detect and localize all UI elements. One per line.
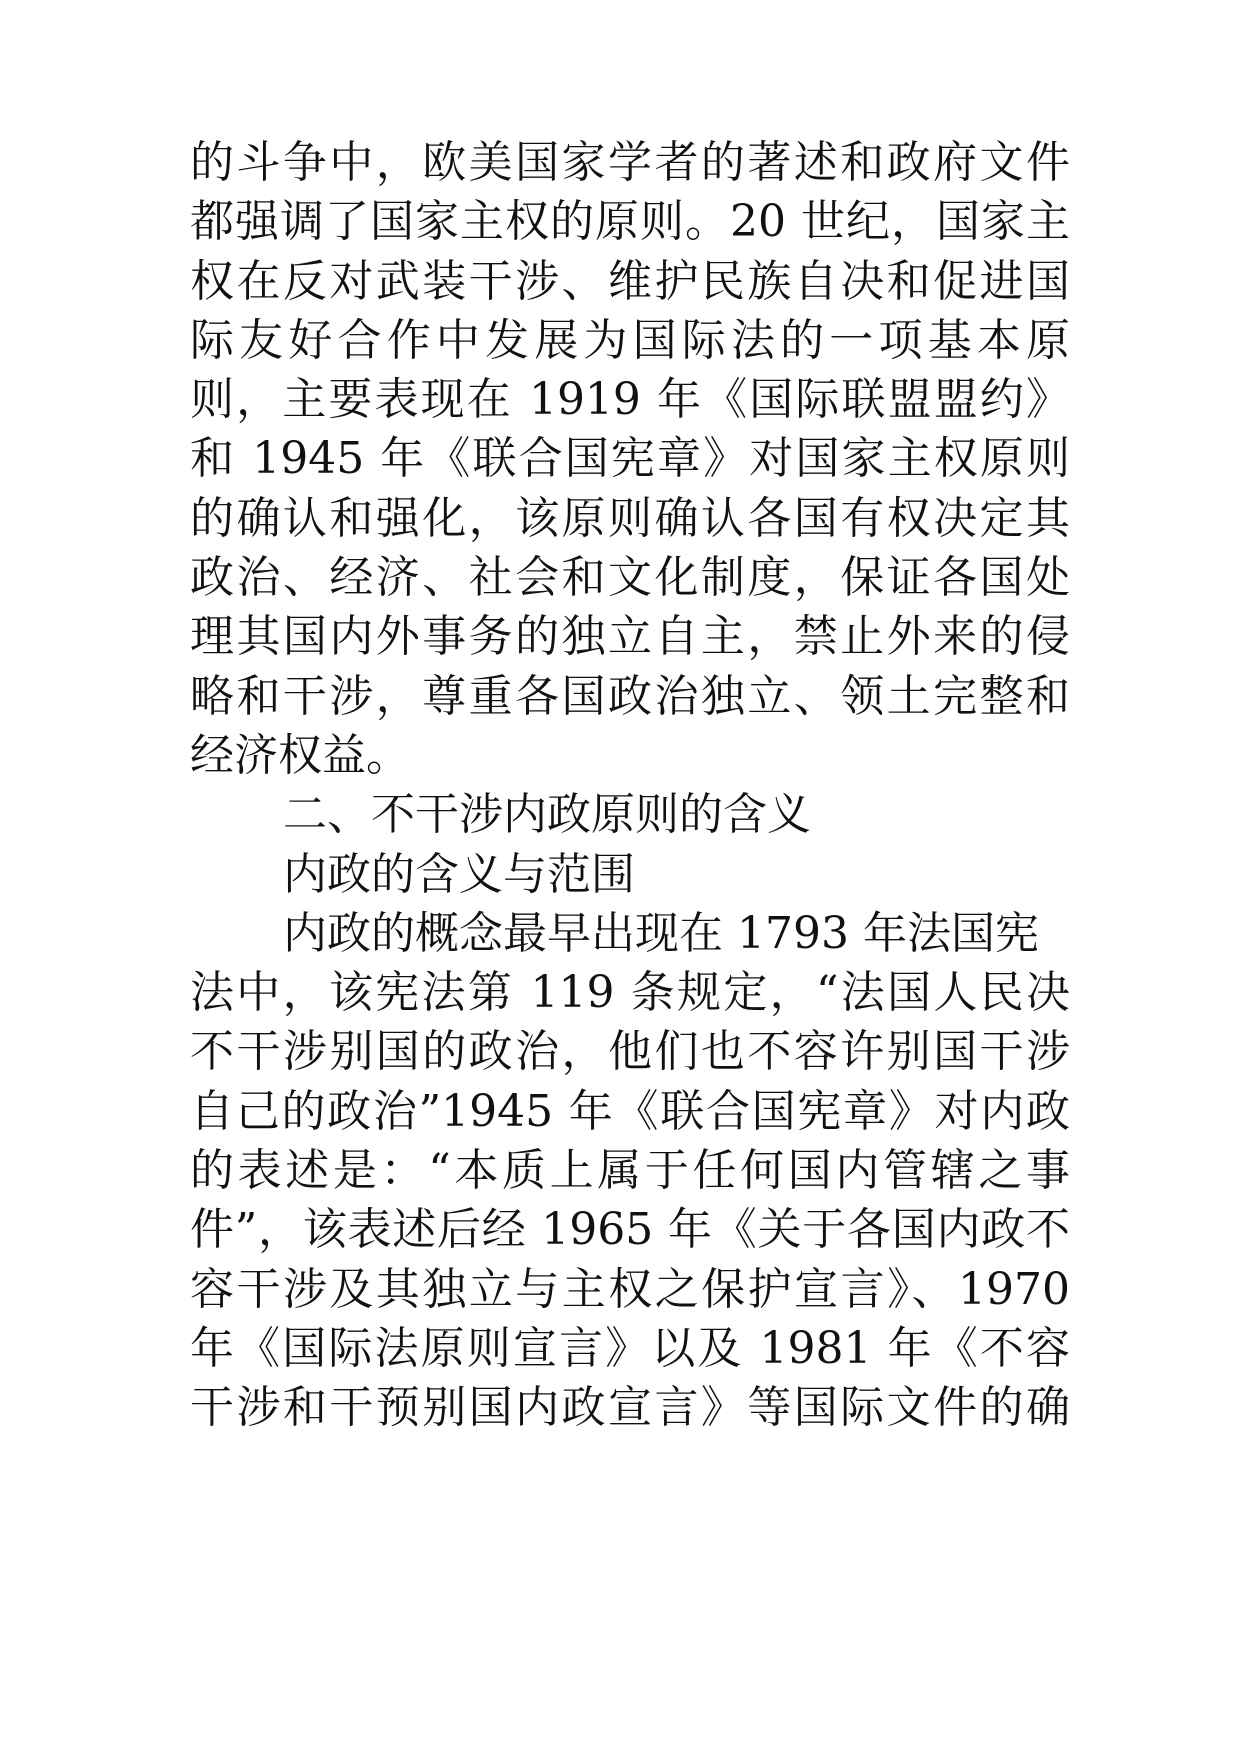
subsection-heading: 内政的含义与范围 — [283, 848, 635, 900]
text-line: 法中，该宪法第 119 条规定，“法国人民决 — [190, 967, 1070, 1019]
text-line: 不干涉别国的政治，他们也不容许别国干涉 — [190, 1026, 1070, 1078]
body-text — [190, 133, 1070, 1438]
text-line: 的斗争中，欧美国家学者的著述和政府文件 — [190, 137, 1070, 188]
text-line: 则，主要表现在 1919 年《国际联盟盟约》 — [190, 374, 1070, 426]
text-line: 权在反对武装干涉、维护民族自决和促进国 — [190, 255, 1070, 307]
text-line: 自己的政治”1945 年《联合国宪章》对内政 — [190, 1085, 1070, 1137]
text-line: 际友好合作中发展为国际法的一项基本原 — [190, 314, 1070, 366]
text-line: 年《国际法原则宣言》以及 1981 年《不容 — [190, 1322, 1070, 1374]
text-line: 经济权益。 — [190, 729, 410, 781]
text-line: 政治、经济、社会和文化制度，保证各国处 — [190, 552, 1070, 604]
text-line: 干涉和干预别国内政宣言》等国际文件的确 — [190, 1382, 1070, 1434]
paragraph-start-line: 内政的概念最早出现在 1793 年法国宪 — [283, 907, 1039, 959]
section-heading: 二、不干涉内政原则的含义 — [283, 789, 811, 841]
text-line: 都强调了国家主权的原则。20 世纪，国家主 — [190, 196, 1070, 248]
text-line: 容干涉及其独立与主权之保护宣言》、1970 — [190, 1263, 1070, 1315]
text-line: 的表述是：“本质上属于任何国内管辖之事 — [190, 1145, 1070, 1197]
text-line: 件”，该表述后经 1965 年《关于各国内政不 — [190, 1204, 1070, 1256]
text-line: 的确认和强化，该原则确认各国有权决定其 — [190, 492, 1070, 544]
text-line: 理其国内外事务的独立自主，禁止外来的侵 — [190, 611, 1070, 663]
text-line: 略和干涉，尊重各国政治独立、领土完整和 — [190, 670, 1070, 722]
text-line: 和 1945 年《联合国宪章》对国家主权原则 — [190, 433, 1070, 485]
